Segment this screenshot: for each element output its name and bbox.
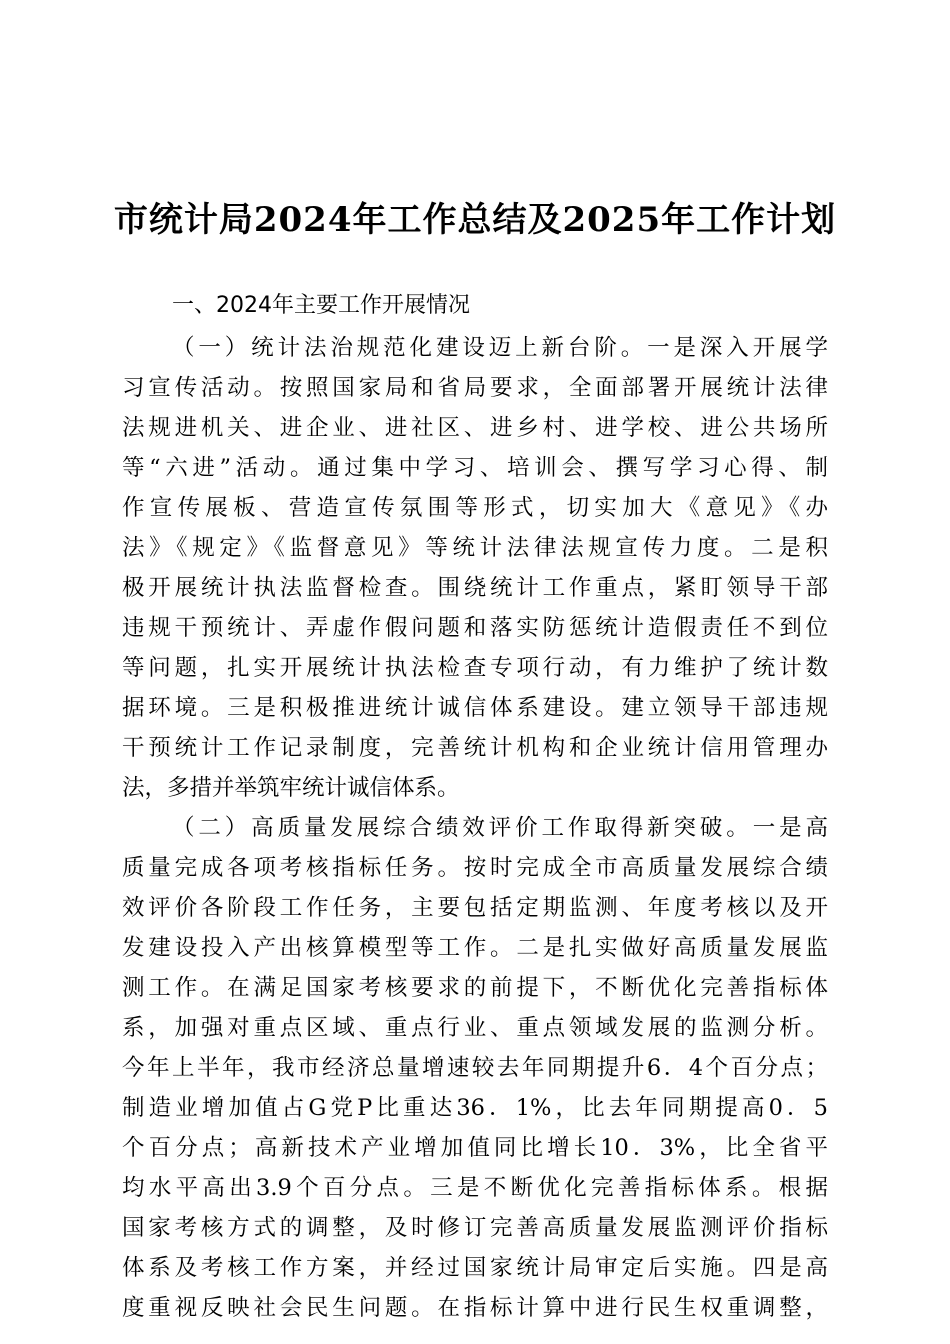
- paragraph-line: 违规干预统计、弄虚作假问题和落实防惩统计造假责任不到位: [122, 615, 828, 641]
- paragraph-line: 测工作。在满足国家考核要求的前提下，不断优化完善指标体: [122, 975, 828, 1001]
- paragraph-line: 法规进机关、进企业、进社区、进乡村、进学校、进公共场所: [122, 415, 828, 441]
- paragraph-line: （一）统计法治规范化建设迈上新台阶。一是深入开展学: [172, 335, 828, 361]
- paragraph-line: 法，多措并举筑牢统计诚信体系。: [122, 775, 460, 801]
- paragraph-line: 效评价各阶段工作任务，主要包括定期监测、年度考核以及开: [122, 895, 828, 921]
- paragraph-line: 据环境。三是积极推进统计诚信体系建设。建立领导干部违规: [122, 695, 828, 721]
- paragraph-line: 干预统计工作记录制度，完善统计机构和企业统计信用管理办: [122, 735, 828, 761]
- paragraph-line: 发建设投入产出核算模型等工作。二是扎实做好高质量发展监: [122, 935, 828, 961]
- document-title: 市统计局2024年工作总结及2025年工作计划: [113, 200, 837, 240]
- paragraph-line: （二）高质量发展综合绩效评价工作取得新突破。一是高: [172, 815, 828, 841]
- paragraph-line: 均水平高出3.9个百分点。三是不断优化完善指标体系。根据: [122, 1175, 828, 1201]
- section-heading: 一、2024年主要工作开展情况: [172, 293, 470, 318]
- paragraph-line: 度重视反映社会民生问题。在指标计算中进行民生权重调整，: [122, 1295, 828, 1321]
- paragraph-line: 体系及考核工作方案，并经过国家统计局审定后实施。四是高: [122, 1255, 828, 1281]
- paragraph-line: 今年上半年，我市经济总量增速较去年同期提升6．4个百分点；: [122, 1055, 828, 1081]
- paragraph-line: 习宣传活动。按照国家局和省局要求，全面部署开展统计法律: [122, 375, 828, 401]
- paragraph-line: 等“六进”活动。通过集中学习、培训会、撰写学习心得、制: [122, 455, 828, 481]
- paragraph-line: 制造业增加值占G党P比重达36．1%，比去年同期提高0．5: [122, 1095, 828, 1121]
- paragraph-line: 作宣传展板、营造宣传氛围等形式，切实加大《意见》《办: [122, 495, 828, 521]
- paragraph-line: 法》《规定》《监督意见》等统计法律法规宣传力度。二是积: [122, 535, 828, 561]
- paragraph-line: 质量完成各项考核指标任务。按时完成全市高质量发展综合绩: [122, 855, 828, 881]
- paragraph-line: 等问题，扎实开展统计执法检查专项行动，有力维护了统计数: [122, 655, 828, 681]
- paragraph-line: 极开展统计执法监督检查。围绕统计工作重点，紧盯领导干部: [122, 575, 828, 601]
- paragraph-line: 系，加强对重点区域、重点行业、重点领域发展的监测分析。: [122, 1015, 828, 1041]
- paragraph-line: 国家考核方式的调整，及时修订完善高质量发展监测评价指标: [122, 1215, 828, 1241]
- paragraph-line: 个百分点；高新技术产业增加值同比增长10．3%，比全省平: [122, 1135, 828, 1161]
